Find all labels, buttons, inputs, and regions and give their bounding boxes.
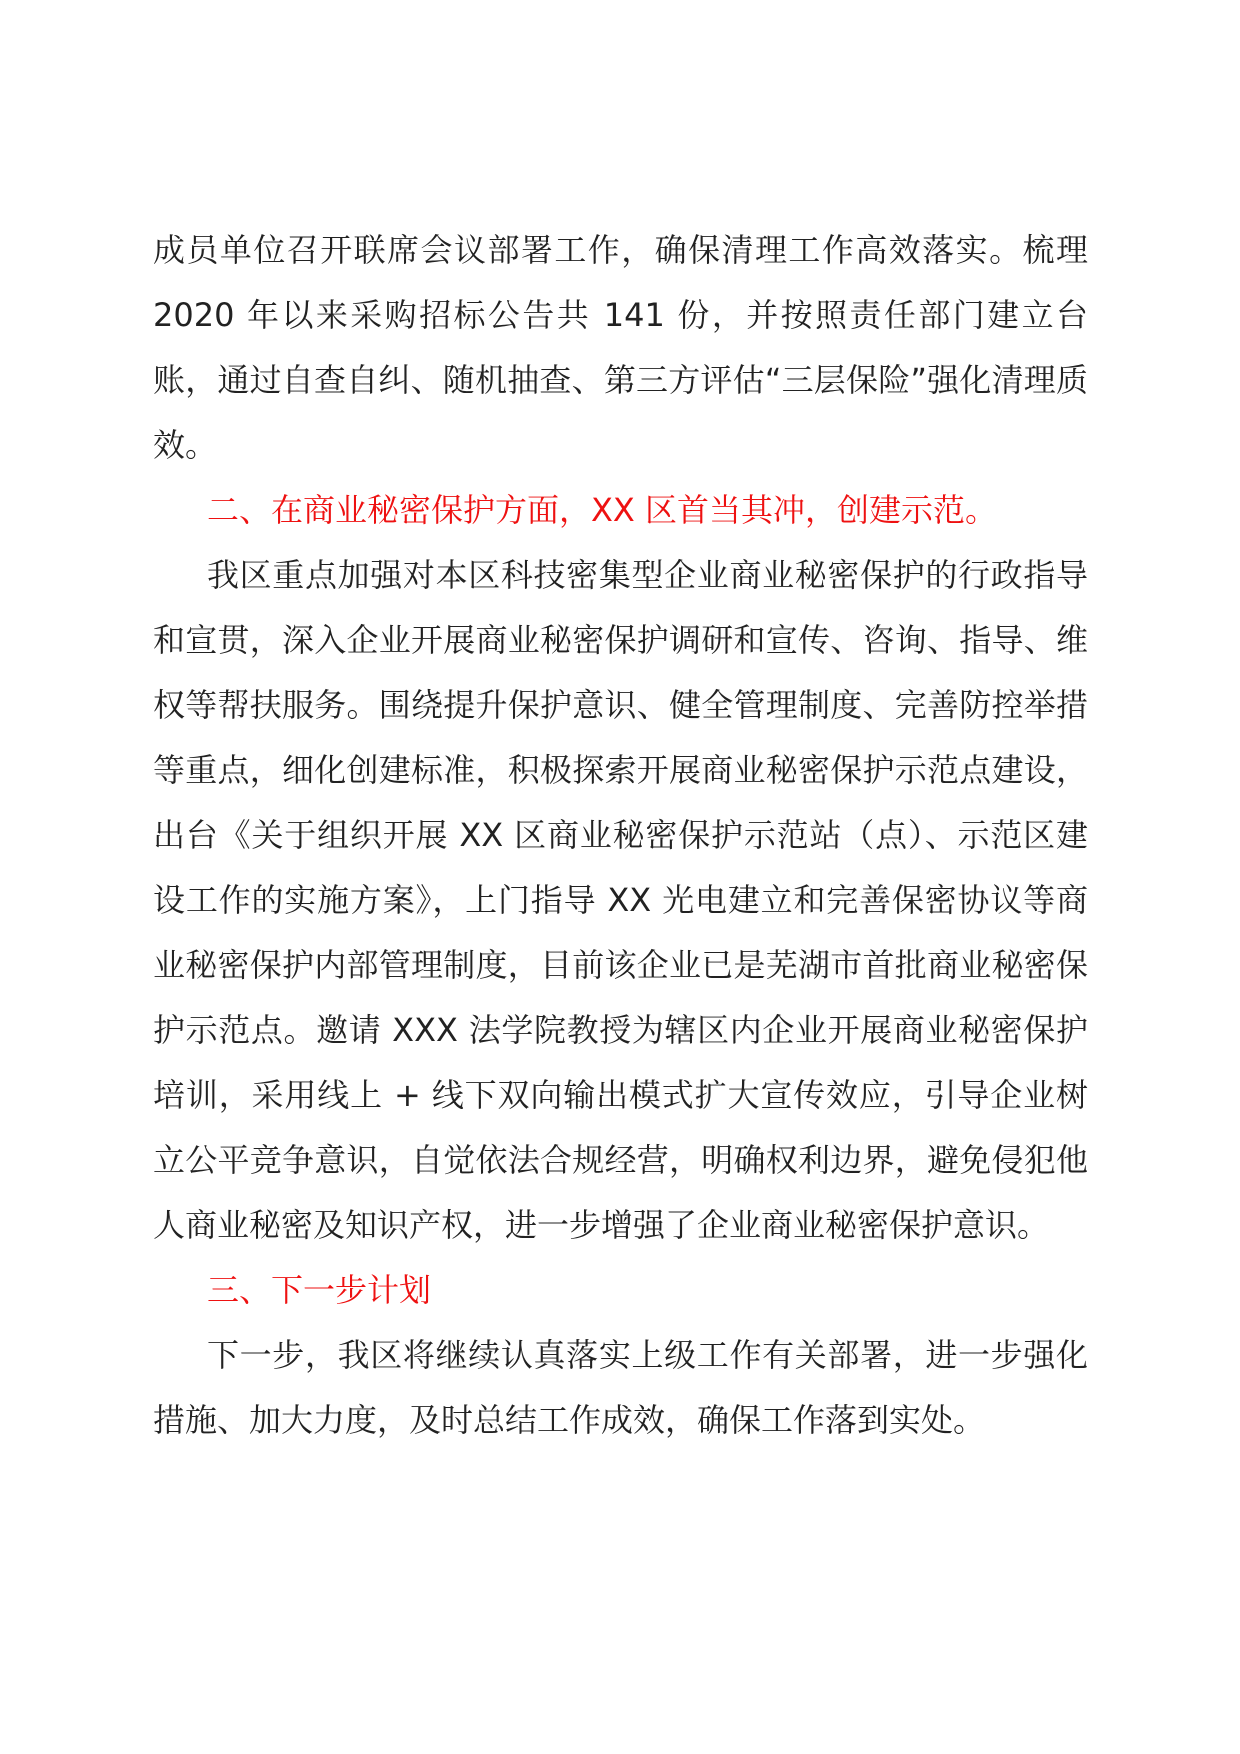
paragraph-continuation: 成员单位召开联席会议部署工作，确保清理工作高效落实。梳理 2020 年以来采购招标公告共 141 份，并按照责任部门建立台账，通过自查自纠、随机抽查、第三方评估“三层保险”强化清理质效。	[153, 231, 1088, 464]
paragraph-trade-secret-protection: 我区重点加强对本区科技密集型企业商业秘密保护的行政指导和宣贯，深入企业开展商业秘密保护调研和宣传、咨询、指导、维权等帮扶服务。围绕提升保护意识、健全管理制度、完善防控举措等重点，细化创建标准，积极探索开展商业秘密保护示范点建设，出台《关于组织开展 XX 区商业秘密保护示范站（点）、示范区建设工作的实施方案》，上门指导 XX 光电建立和完善保密协议等商业秘密保护内部管理制度，目前该企业已是芜湖市首批商业秘密保护示范点。邀请 XXX 法学院教授为辖区内企业开展商业秘密保护培训，采用线上 + 线下双向输出模式扩大宣传效应，引导企业树立公平竞争意识，自觉依法合规经营，明确权利边界，避免侵犯他人商业秘密及知识产权，进一步增强了企业商业秘密保护意识。	[153, 556, 1088, 1244]
section-heading-2: 二、在商业秘密保护方面，XX 区首当其冲，创建示范。	[207, 491, 998, 529]
document-body	[153, 218, 1088, 1453]
section-heading-3: 三、下一步计划	[207, 1271, 432, 1309]
paragraph-next-steps: 下一步，我区将继续认真落实上级工作有关部署，进一步强化措施、加大力度，及时总结工作成效，确保工作落到实处。	[153, 1336, 1088, 1439]
